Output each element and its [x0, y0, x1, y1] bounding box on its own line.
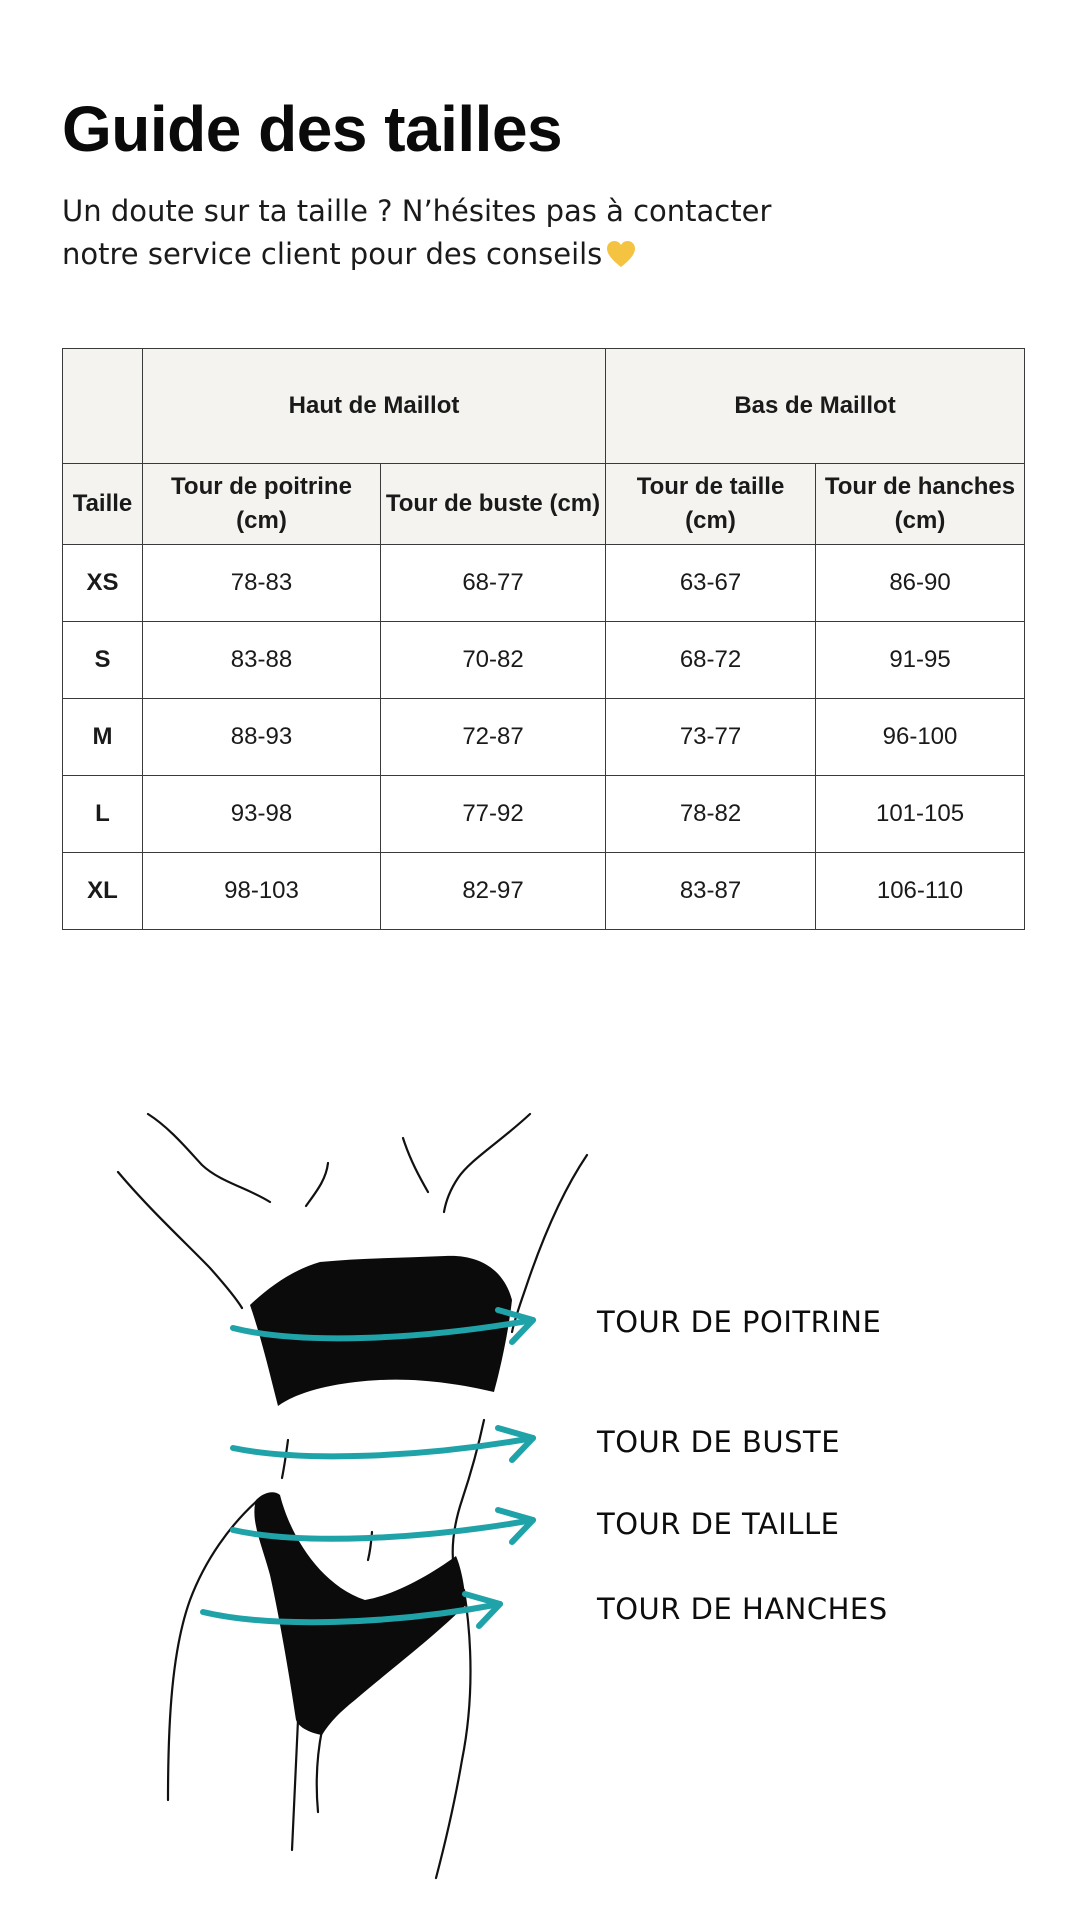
right-arm-line: [444, 1114, 530, 1212]
table-row: [63, 545, 1025, 622]
column-header-waist: Tour de taille (cm): [606, 464, 816, 545]
label-tour-de-poitrine: TOUR DE POITRINE: [597, 1305, 882, 1339]
chest-cell: 83-88: [143, 622, 381, 699]
waist-cell: 68-72: [606, 622, 816, 699]
table-column-header-row: [63, 464, 1025, 545]
intro-line-2: [62, 233, 882, 276]
waist-cell: 78-82: [606, 776, 816, 853]
left-arm-outer-line: [118, 1172, 242, 1308]
table-row: [63, 699, 1025, 776]
column-header-bust: Tour de buste (cm): [381, 464, 606, 545]
table-row: [63, 853, 1025, 930]
bust-cell: 70-82: [381, 622, 606, 699]
page-title: Guide des tailles: [62, 93, 563, 165]
bust-cell: 82-97: [381, 853, 606, 930]
intro-line-2-text: notre service client pour des conseils: [62, 237, 603, 271]
torso-left-side-line: [282, 1440, 288, 1478]
group-header-top: Haut de Maillot: [143, 349, 606, 464]
size-cell: L: [63, 776, 143, 853]
group-header-bottom: Bas de Maillot: [606, 349, 1025, 464]
hips-cell: 96-100: [816, 699, 1025, 776]
waist-cell: 63-67: [606, 545, 816, 622]
hips-cell: 91-95: [816, 622, 1025, 699]
size-cell: M: [63, 699, 143, 776]
intro-line-1: Un doute sur ta taille ? N’hésites pas à contacter: [62, 194, 772, 228]
hips-cell: 101-105: [816, 776, 1025, 853]
inner-thigh-line: [317, 1730, 322, 1812]
label-tour-de-taille: TOUR DE TAILLE: [597, 1507, 840, 1541]
body-measurement-illustration: [100, 1100, 600, 1890]
neck-line: [403, 1138, 428, 1192]
waist-cell: 73-77: [606, 699, 816, 776]
bust-cell: 72-87: [381, 699, 606, 776]
intro-text: [62, 190, 882, 276]
size-cell: XL: [63, 853, 143, 930]
size-chart-table: [62, 348, 1025, 930]
bust-cell: 68-77: [381, 545, 606, 622]
waist-cell: 83-87: [606, 853, 816, 930]
column-header-chest: Tour de poitrine (cm): [143, 464, 381, 545]
yellow-heart-icon: [606, 240, 636, 268]
label-tour-de-buste: TOUR DE BUSTE: [597, 1425, 841, 1459]
bust-arrow: [233, 1438, 533, 1456]
table-corner-cell: [63, 349, 143, 464]
left-thigh-line: [292, 1720, 298, 1850]
table-row: [63, 776, 1025, 853]
table-row: [63, 622, 1025, 699]
size-cell: S: [63, 622, 143, 699]
chest-cell: 88-93: [143, 699, 381, 776]
left-hip-line: [168, 1500, 258, 1800]
chin-line: [306, 1163, 328, 1206]
left-arm-line: [148, 1114, 270, 1202]
size-cell: XS: [63, 545, 143, 622]
column-header-size: Taille: [63, 464, 143, 545]
chest-cell: 98-103: [143, 853, 381, 930]
right-leg-line: [436, 1590, 471, 1878]
column-header-hips: Tour de hanches (cm): [816, 464, 1025, 545]
chest-cell: 78-83: [143, 545, 381, 622]
hips-cell: 86-90: [816, 545, 1025, 622]
bust-cell: 77-92: [381, 776, 606, 853]
label-tour-de-hanches: TOUR DE HANCHES: [597, 1592, 888, 1626]
hips-cell: 106-110: [816, 853, 1025, 930]
chest-cell: 93-98: [143, 776, 381, 853]
table-group-header-row: [63, 349, 1025, 464]
right-arm-outer-line: [512, 1155, 587, 1332]
